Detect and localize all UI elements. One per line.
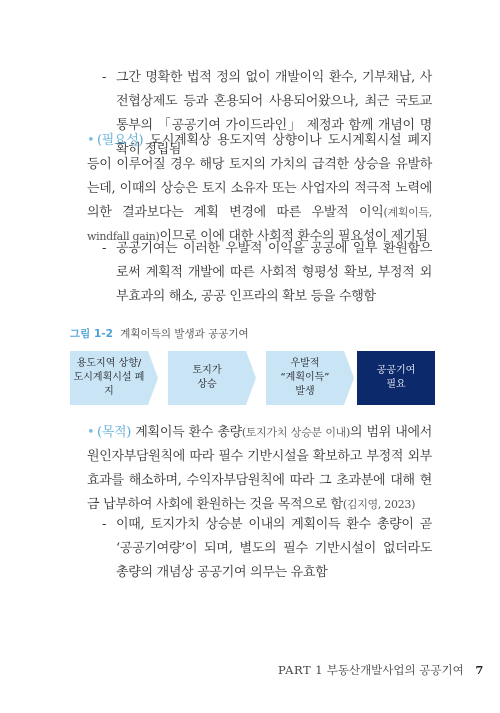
flow-arrow-icon (148, 351, 158, 405)
paragraph-text-cont: 의 범위 내에서 원인자부담원칙에 따라 필수 기반시설을 확보하고 부정적 외부효과를 해소하며, 수익자부담원칙에 따라 그 초과분에 대해 현금 납부하여 사회에 환원하는 것을 목적으로 함 (87, 425, 432, 512)
flow-arrow-icon (246, 351, 256, 405)
dash-paragraph-2 (102, 237, 432, 309)
dash-paragraph-3 (102, 513, 432, 585)
paragraph-text: 계획이득 환수 총량 (131, 425, 242, 440)
flow-step-1 (70, 351, 148, 405)
bullet-paragraph-purpose (87, 421, 432, 517)
flow-step-label: 토지가 상승 (192, 365, 222, 390)
paragraph-tag: (목적) (97, 425, 132, 440)
paragraph-text-cont: 이므로 이에 대한 사회적 환수의 필요성이 제기됨 (159, 229, 428, 244)
flow-step-label: 용도지역 상향/ 도시계획시설 폐지 (73, 358, 145, 397)
flow-step-2 (168, 351, 246, 405)
page-footer (278, 662, 483, 678)
paragraph-body (87, 129, 432, 249)
dash-mark: - (102, 70, 107, 85)
bullet-dot: • (87, 133, 95, 148)
bullet-dot: • (87, 425, 95, 440)
paragraph-tag: (필요성) (97, 133, 144, 148)
dash-mark: - (102, 517, 107, 532)
flow-step-label: 공공기여 필요 (376, 365, 416, 390)
figure-title: 계획이득의 발생과 공공기여 (120, 328, 249, 340)
flow-step-3 (266, 351, 344, 405)
paragraph-text: 이때, 토지가치 상승분 이내의 계획이득 환수 총량이 곧 ‘공공기여량’이 되며, 별도의 필수 기반시설이 없더라도 총량의 개념상 공공기여 의무는 유효함 (116, 517, 432, 580)
page-number: 7 (475, 663, 484, 677)
citation: (김지영, 2023) (342, 498, 416, 511)
flow-diagram (70, 351, 435, 405)
footer-title: 부동산개발사업의 공공기여 (326, 663, 464, 677)
flow-arrow-icon (344, 351, 354, 405)
paragraph-text: 도시계획상 용도지역 상향이나 도시계획시설 폐지 등이 이루어질 경우 해당 토지의 가치의 급격한 상승을 유발하는데, 이때의 상승은 토지 소유자 또는 사업자의 적극적 노력에 의한 결과보다는 계획 변경에 따른 우발적 이익 (87, 133, 432, 220)
flow-step-label: 우발적 “계획이득” 발생 (280, 358, 330, 397)
bullet-paragraph-necessity (87, 129, 432, 249)
footer-part: PART 1 (278, 663, 324, 677)
figure-number: 그림 1-2 (70, 328, 113, 340)
figure-caption (70, 326, 249, 341)
paragraph-body (87, 421, 432, 517)
paragraph-note: (토지가치 상승분 이내) (241, 426, 350, 439)
flow-step-4 (357, 351, 435, 405)
paragraph-text: 공공기여는 이러한 우발적 이익을 공공에 일부 환원함으로써 계획적 개발에 따른 사회적 형평성 확보, 부정적 외부효과의 해소, 공공 인프라의 확보 등을 수행함 (116, 241, 432, 304)
paragraph-text: 그간 명확한 법적 정의 없이 개발이익 환수, 기부채납, 사전협상제도 등과 혼용되어 사용되어왔으나, 최근 국토교통부의 「공공기여 가이드라인」 제정과 함께 개념이 명확히 정립됨 (116, 70, 432, 157)
dash-mark: - (102, 241, 107, 256)
paragraph-note: (계획이득, windfall gain) (87, 206, 432, 243)
